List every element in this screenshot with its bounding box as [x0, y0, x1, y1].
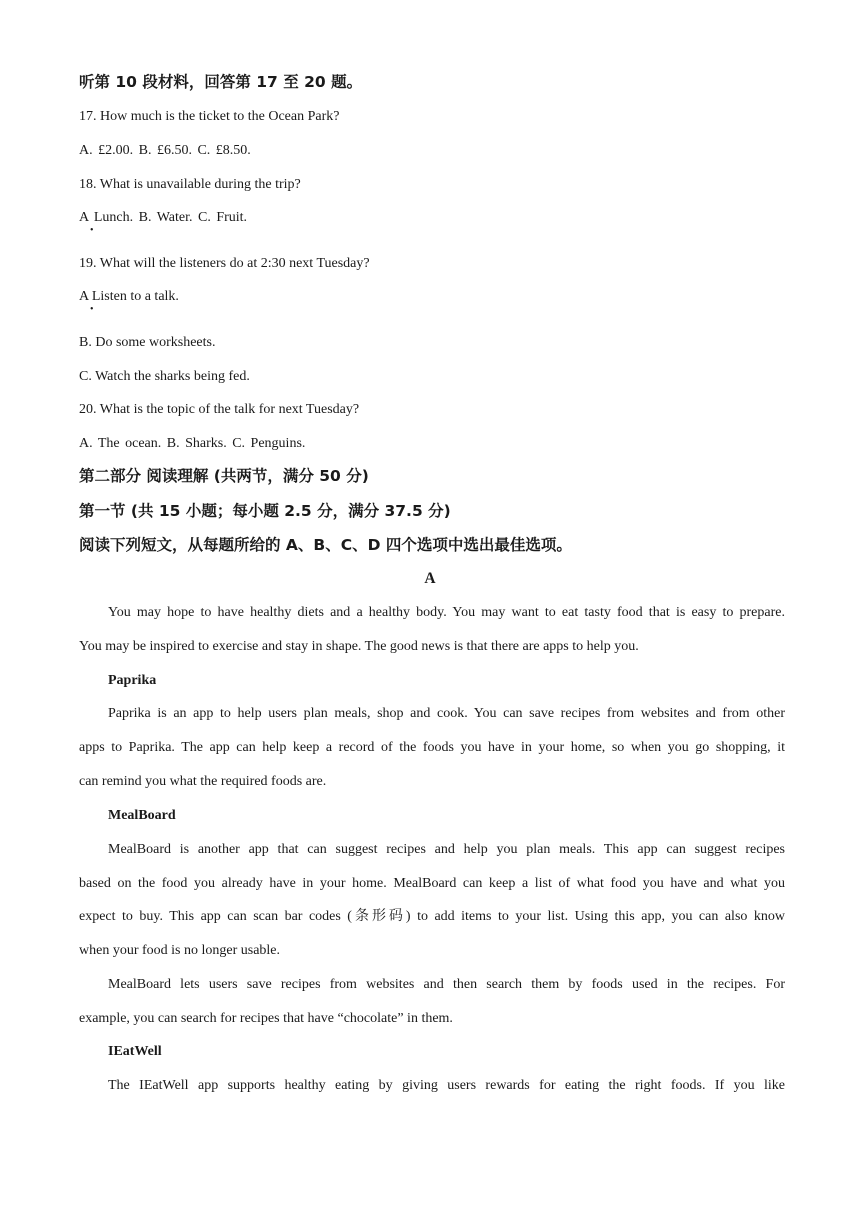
- dot-mark: •: [90, 304, 94, 315]
- question-17-options: A. £2.00. B. £6.50. C. £8.50.: [79, 143, 251, 158]
- ieatwell-line: The IEatWell app supports healthy eating by giving users rewards for eating the right foods. If you like: [108, 1078, 785, 1093]
- mealboard-line: example, you can search for recipes that have “chocolate” in them.: [79, 1011, 453, 1026]
- question-19: 19. What will the listeners do at 2:30 next Tuesday?: [79, 256, 370, 271]
- question-18-options: A Lunch. B. Water. C. Fruit.: [79, 210, 248, 225]
- question-19-option-a: A Listen to a talk.: [79, 289, 179, 304]
- question-19-option-c: C. Watch the sharks being fed.: [79, 369, 250, 384]
- question-20-options: A. The ocean. B. Sharks. C. Penguins.: [79, 436, 306, 451]
- app-heading-ieatwell: IEatWell: [108, 1044, 162, 1059]
- passage-label: A: [424, 570, 436, 587]
- paprika-line: apps to Paprika. The app can help keep a record of the foods you have in your home, so when you go shopping, it: [79, 740, 785, 755]
- mealboard-line: MealBoard lets users save recipes from websites and then search them by foods used in the recipes. For: [108, 977, 785, 992]
- question-17: 17. How much is the ticket to the Ocean Park?: [79, 109, 340, 124]
- app-heading-paprika: Paprika: [108, 673, 157, 688]
- question-18: 18. What is unavailable during the trip?: [79, 177, 301, 192]
- question-20: 20. What is the topic of the talk for next Tuesday?: [79, 402, 360, 417]
- paprika-line: Paprika is an app to help users plan meals, shop and cook. You can save recipes from websites and from other: [108, 706, 785, 721]
- mealboard-line: expect to buy. This app can scan bar codes (条形码) to add items to your list. Using this app, you can also know: [79, 909, 785, 924]
- dot-mark: •: [90, 225, 94, 236]
- listening-section-title: 听第 10 段材料，回答第 17 至 20 题。: [79, 73, 363, 91]
- reading-part-title: 第二部分 阅读理解 (共两节，满分 50 分): [79, 467, 369, 485]
- intro-line: You may hope to have healthy diets and a healthy body. You may want to eat tasty food that is easy to prepare.: [108, 605, 785, 620]
- question-19-option-b: B. Do some worksheets.: [79, 335, 216, 350]
- mealboard-line: when your food is no longer usable.: [79, 943, 281, 958]
- mealboard-line: based on the food you already have in your home. MealBoard can keep a list of what food you have and what you: [79, 876, 785, 891]
- app-heading-mealboard: MealBoard: [108, 808, 176, 823]
- reading-section-title: 第一节 (共 15 小题；每小题 2.5 分，满分 37.5 分): [79, 502, 451, 520]
- intro-line: You may be inspired to exercise and stay in shape. The good news is that there are apps to help you.: [79, 639, 639, 654]
- paprika-line: can remind you what the required foods are.: [79, 774, 327, 789]
- mealboard-line: MealBoard is another app that can suggest recipes and help you plan meals. This app can suggest recipes: [108, 842, 785, 857]
- reading-instruction: 阅读下列短文，从每题所给的 A、B、C、D 四个选项中选出最佳选项。: [79, 536, 572, 554]
